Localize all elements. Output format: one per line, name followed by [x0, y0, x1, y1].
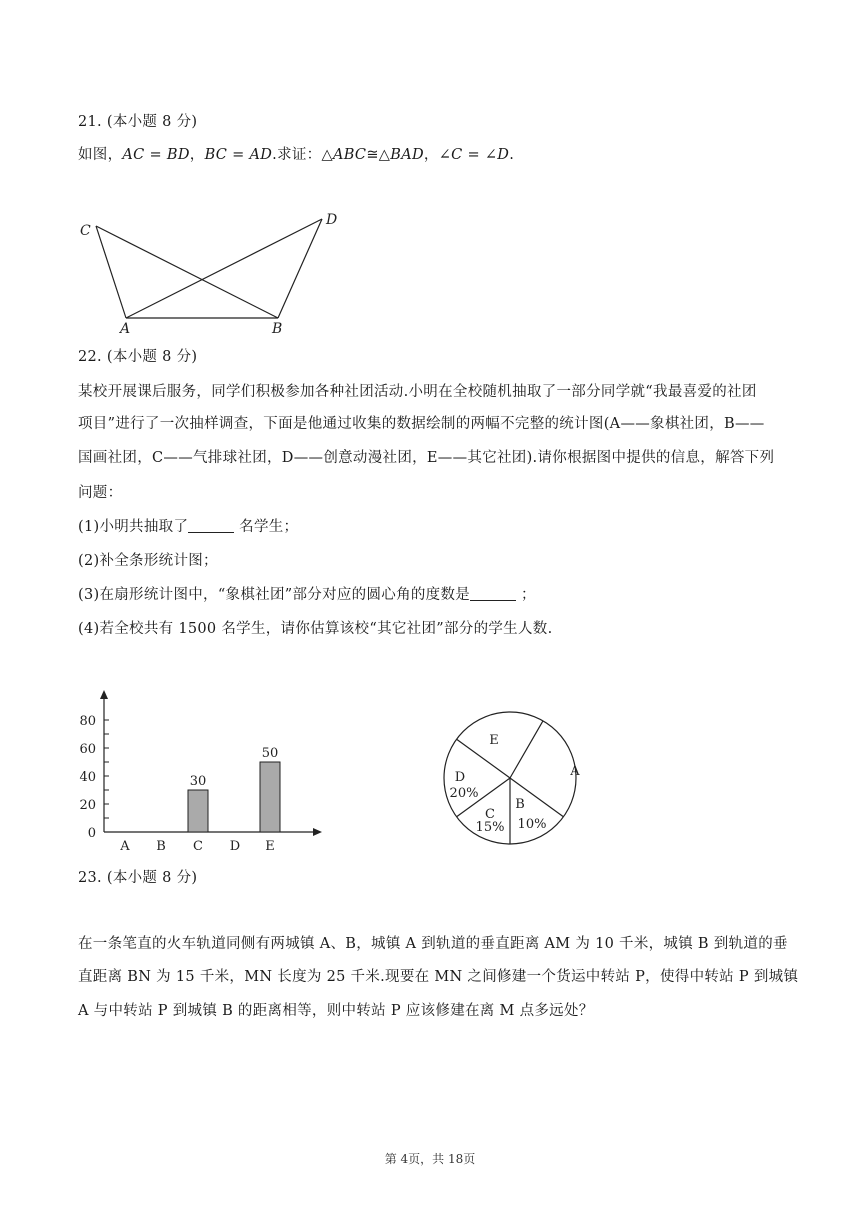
x-tick-label-E: E — [265, 839, 275, 854]
y-tick-label: 80 — [79, 714, 96, 729]
q23-para-line-1: 在一条笔直的火车轨道同侧有两城镇 A、B，城镇 A 到轨道的垂直距离 AM 为 10 千米，城镇 B 到轨道的垂 — [78, 936, 788, 952]
q22-para-line-4: 问题： — [78, 485, 123, 501]
q22-para-line-3: 国画社团，C——气排球社团，D——创意动漫社团，E——其它社团).请你根据图中提供的信息，解答下列 — [78, 450, 775, 466]
label-D: D — [326, 212, 338, 228]
x-tick-label-A: A — [120, 839, 130, 854]
y-tick-label: 0 — [87, 826, 96, 841]
label-B: B — [272, 321, 283, 337]
label-C: C — [80, 223, 91, 239]
page-footer: 第 4页，共 18页 — [384, 1152, 476, 1166]
pie-percent-C: 15% — [475, 820, 505, 835]
pie-percent-D: 20% — [449, 786, 479, 801]
data-label-E: 50 — [261, 746, 279, 761]
pie-percent-B: 10% — [517, 817, 547, 832]
data-label-C: 30 — [189, 774, 207, 789]
pie-label-C: C — [485, 807, 495, 822]
q22-para-line-1: 某校开展课后服务，同学们积极参加各种社团活动.小明在全校随机抽取了一部分同学就“我最喜爱的社团 — [78, 384, 757, 400]
y-tick-label: 20 — [79, 798, 96, 813]
q22-sub4: (4)若全校共有 1500 名学生，请你估算该校“其它社团”部分的学生人数. — [78, 621, 553, 637]
q21-header: 21. (本小题 8 分) — [78, 114, 198, 130]
pie-label-E: E — [489, 733, 499, 748]
q22-sub1: (1)小明共抽取了 名学生； — [78, 519, 299, 535]
q22-para-line-2: 项目”进行了一次抽样调查，下面是他通过收集的数据绘制的两幅不完整的统计图(A——象棋社团，B—— — [78, 416, 765, 432]
q22-header: 22. (本小题 8 分) — [78, 349, 198, 365]
x-tick-label-B: B — [156, 839, 166, 854]
q23-para-line-3: A 与中转站 P 到城镇 B 的距离相等，则中转站 P 应该修建在离 M 点多远处？ — [78, 1003, 594, 1019]
y-tick-label: 40 — [79, 770, 96, 785]
label-A: A — [120, 321, 131, 337]
q22-sub3: (3)在扇形统计图中，“象棋社团”部分对应的圆心角的度数是 ； — [78, 587, 536, 603]
pie-label-B: B — [515, 797, 525, 812]
x-tick-label-C: C — [193, 839, 203, 854]
pie-label-D: D — [454, 770, 466, 785]
q22-sub2: (2)补全条形统计图； — [78, 553, 218, 569]
pie-label-A: A — [570, 764, 580, 779]
y-tick-label: 60 — [79, 742, 96, 757]
q21-statement: 如图，AC = BD，BC = AD.求证：△ABC≅△BAD，∠C = ∠D. — [78, 147, 515, 163]
x-tick-label-D: D — [229, 839, 241, 854]
q23-header: 23. (本小题 8 分) — [78, 870, 198, 886]
q23-para-line-2: 直距离 BN 为 15 千米，MN 长度为 25 千米.现要在 MN 之间修建一个货运中转站 P，使得中转站 P 到城镇 — [78, 969, 799, 985]
pie-divider — [510, 721, 543, 778]
